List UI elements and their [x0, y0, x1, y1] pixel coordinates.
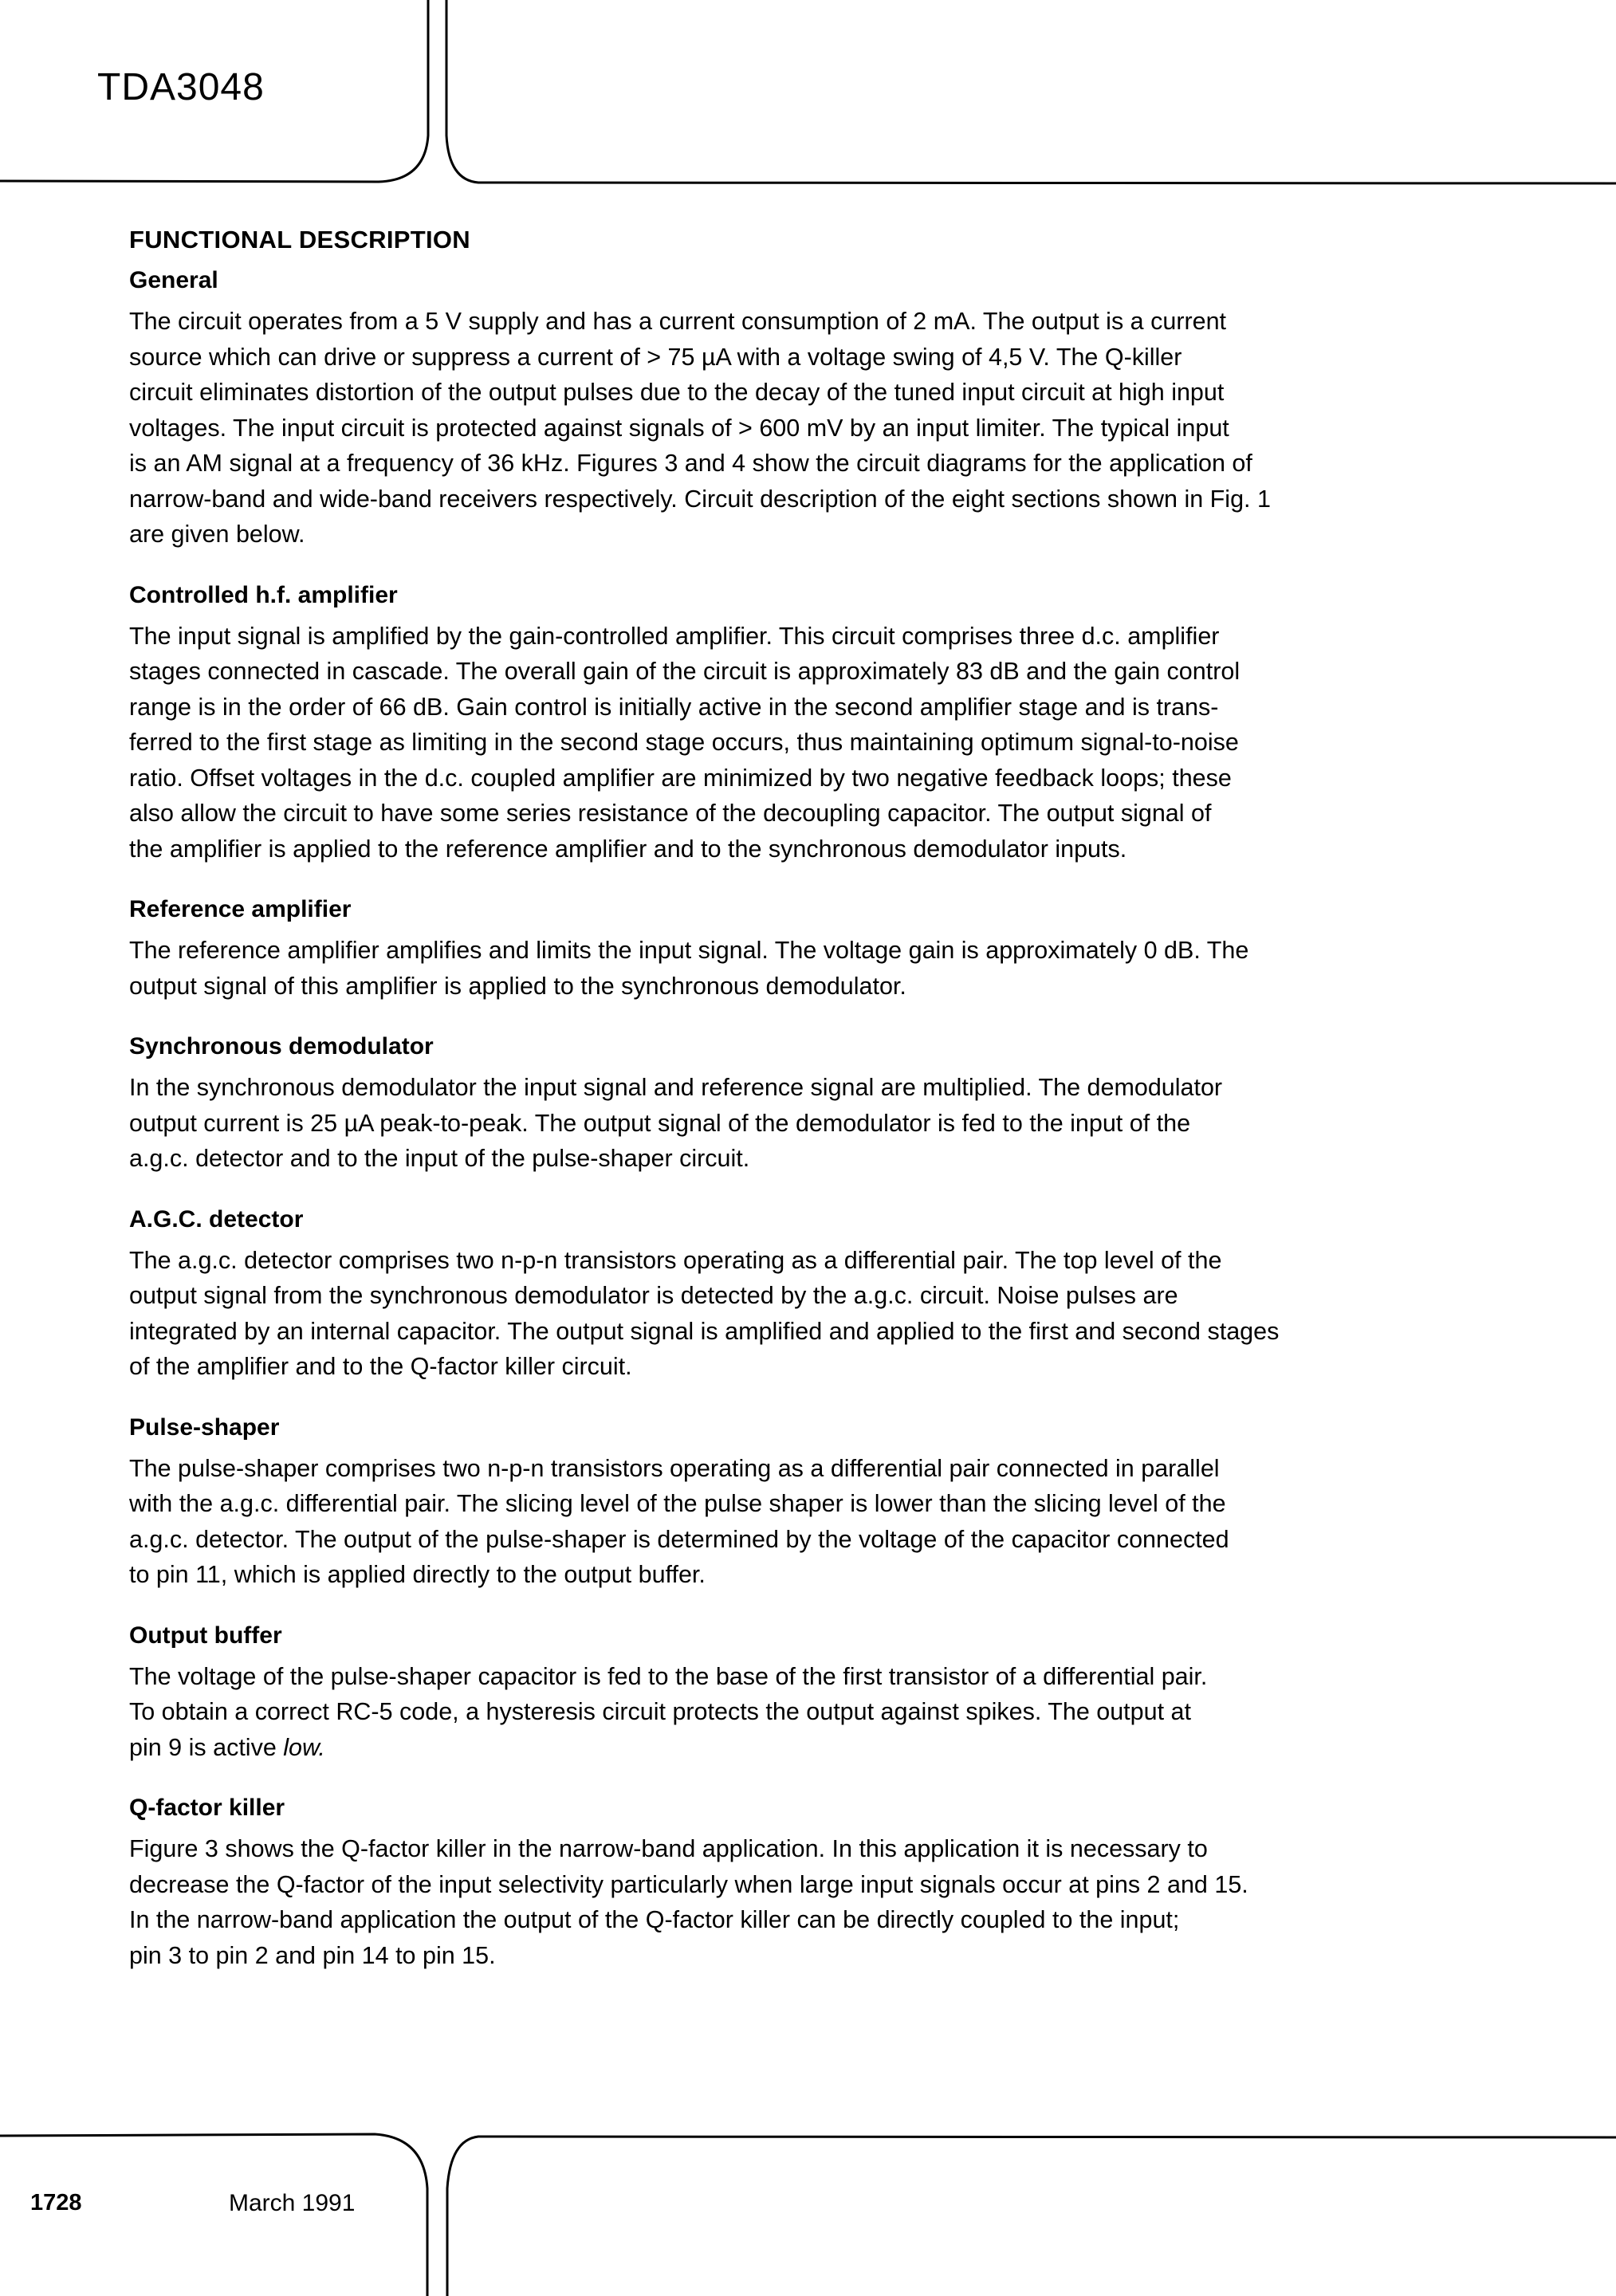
text-line: of the amplifier and to the Q-factor killer circuit. — [129, 1353, 632, 1380]
section-paragraph — [129, 1831, 1516, 1973]
text-fragment: pin 9 is active — [129, 1733, 284, 1761]
section-pulse-shaper — [129, 1414, 1516, 1593]
section-heading: Pulse-shaper — [129, 1413, 280, 1441]
text-line: also allow the circuit to have some series resistance of the decoupling capacitor. The output signal of — [129, 800, 1212, 827]
footer-rule-right — [447, 2137, 1616, 2296]
text-line: output signal of this amplifier is applied to the synchronous demodulator. — [129, 972, 906, 1000]
section-output-buffer — [129, 1622, 1516, 1766]
section-paragraph — [129, 1659, 1516, 1766]
text-line: output signal from the synchronous demodulator is detected by the a.g.c. circuit. Noise pulses are — [129, 1282, 1178, 1309]
text-line: ferred to the first stage as limiting in the second stage occurs, thus maintaining optimum signal-to-noise — [129, 729, 1239, 756]
section-general — [129, 267, 1516, 552]
text-line: voltages. The input circuit is protected against signals of > 600 mV by an input limiter. The typical input — [129, 414, 1229, 442]
section-q-factor-killer — [129, 1795, 1516, 1973]
section-heading: Controlled h.f. amplifier — [129, 581, 398, 608]
text-line: The input signal is amplified by the gain-controlled amplifier. This circuit comprises three d.c. amplifier — [129, 622, 1220, 650]
italic-text: low. — [283, 1733, 325, 1761]
text-line: The circuit operates from a 5 V supply and has a current consumption of 2 mA. The output is a current — [129, 308, 1227, 335]
text-line: to pin 11, which is applied directly to the output buffer. — [129, 1561, 706, 1588]
text-line: are given below. — [129, 521, 305, 548]
section-paragraph — [129, 1243, 1516, 1385]
text-line: integrated by an internal capacitor. The output signal is amplified and applied to the first and second stages — [129, 1317, 1280, 1345]
section-paragraph — [129, 619, 1516, 867]
header-rule-right — [446, 0, 1616, 183]
section-paragraph — [129, 1070, 1516, 1177]
section-synchronous-demodulator — [129, 1033, 1516, 1177]
section-heading: Reference amplifier — [129, 896, 352, 922]
text-line: stages connected in cascade. The overall gain of the circuit is approximately 83 dB and the gain control — [129, 658, 1241, 685]
section-reference-amplifier — [129, 896, 1516, 1004]
text-line: circuit eliminates distortion of the output pulses due to the decay of the tuned input circuit at high input — [129, 379, 1225, 406]
text-line: decrease the Q-factor of the input selectivity particularly when large input signals occur at pins 2 and 15. — [129, 1870, 1248, 1898]
section-heading: Q-factor killer — [129, 1795, 285, 1821]
text-line: The pulse-shaper comprises two n-p-n transistors operating as a differential pair connected in parallel — [129, 1454, 1220, 1482]
text-line: narrow-band and wide-band receivers respectively. Circuit description of the eight sections shown in Fig. 1 — [129, 485, 1271, 513]
text-line: The voltage of the pulse-shaper capacitor is fed to the base of the first transistor of a differential pair. — [129, 1662, 1208, 1690]
section-heading: A.G.C. detector — [129, 1205, 304, 1233]
document-id: TDA3048 — [97, 66, 265, 108]
page-title: FUNCTIONAL DESCRIPTION — [129, 226, 470, 254]
section-paragraph — [129, 933, 1516, 1004]
text-line: ratio. Offset voltages in the d.c. coupled amplifier are minimized by two negative feedback loops; these — [129, 764, 1232, 792]
section-agc-detector — [129, 1206, 1516, 1385]
text-line: In the synchronous demodulator the input signal and reference signal are multiplied. The demodulator — [129, 1074, 1223, 1101]
text-line: with the a.g.c. differential pair. The slicing level of the pulse shaper is lower than the slicing level of the — [129, 1490, 1226, 1517]
text-line: range is in the order of 66 dB. Gain control is initially active in the second amplifier stage and is trans- — [129, 693, 1219, 721]
page-number: 1728 — [30, 2190, 82, 2215]
text-line — [129, 1730, 1516, 1766]
text-line: pin 3 to pin 2 and pin 14 to pin 15. — [129, 1941, 496, 1969]
section-controlled-hf-amplifier — [129, 582, 1516, 867]
section-paragraph — [129, 304, 1516, 552]
text-line: The reference amplifier amplifies and limits the input signal. The voltage gain is approximately 0 dB. The — [129, 937, 1249, 964]
text-line: is an AM signal at a frequency of 36 kHz. Figures 3 and 4 show the circuit diagrams for the application of — [129, 450, 1252, 477]
text-line: a.g.c. detector and to the input of the pulse-shaper circuit. — [129, 1145, 750, 1172]
publication-date: March 1991 — [229, 2190, 356, 2216]
text-line: In the narrow-band application the output of the Q-factor killer can be directly coupled to the input; — [129, 1906, 1180, 1933]
section-heading: Synchronous demodulator — [129, 1033, 434, 1060]
section-paragraph — [129, 1451, 1516, 1593]
text-line: To obtain a correct RC-5 code, a hysteresis circuit protects the output against spikes. The output at — [129, 1698, 1191, 1725]
document-body — [129, 226, 1516, 2003]
text-line: the amplifier is applied to the reference amplifier and to the synchronous demodulator inputs. — [129, 835, 1127, 863]
text-line: a.g.c. detector. The output of the pulse-shaper is determined by the voltage of the capacitor connected — [129, 1525, 1229, 1553]
section-heading: Output buffer — [129, 1622, 282, 1649]
text-line: output current is 25 µA peak-to-peak. The output signal of the demodulator is fed to the input of the — [129, 1109, 1191, 1137]
section-heading: General — [129, 267, 218, 293]
text-line: Figure 3 shows the Q-factor killer in the narrow-band application. In this application it is necessary to — [129, 1835, 1208, 1862]
text-line: The a.g.c. detector comprises two n-p-n transistors operating as a differential pair. The top level of the — [129, 1246, 1222, 1274]
text-line: source which can drive or suppress a current of > 75 µA with a voltage swing of 4,5 V. The Q-killer — [129, 343, 1182, 371]
